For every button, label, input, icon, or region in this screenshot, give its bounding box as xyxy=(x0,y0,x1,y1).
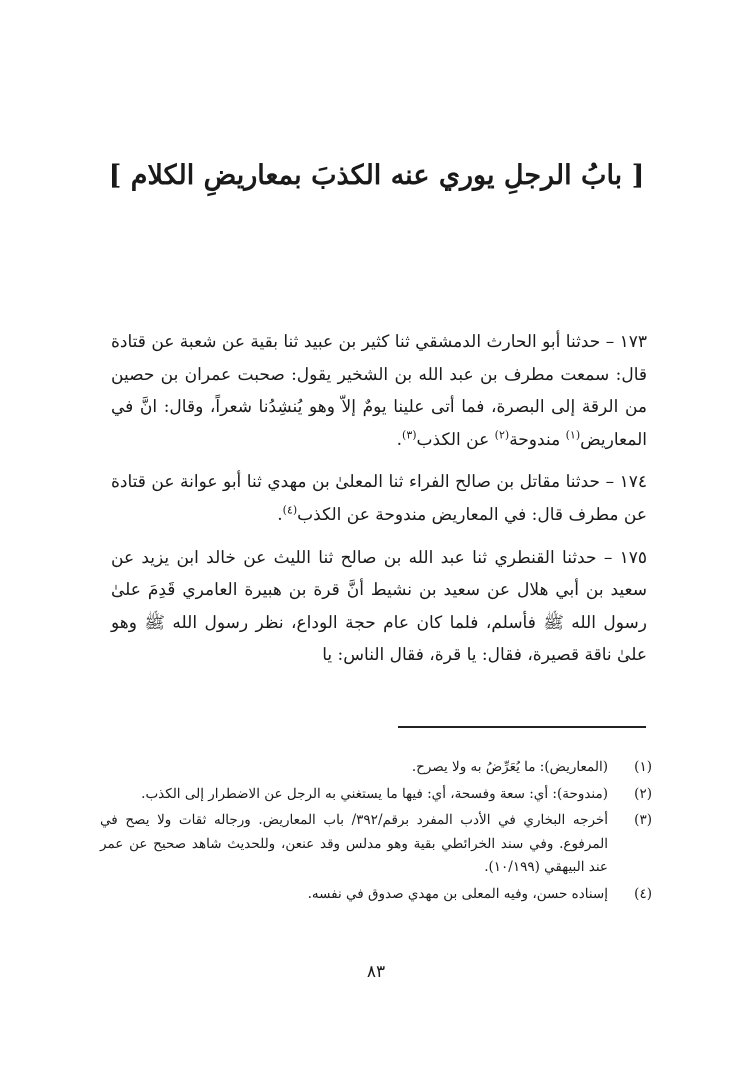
footnote-1 xyxy=(100,756,652,780)
hadith-number: ١٧٣ – xyxy=(605,332,647,352)
hadith-text: عن الكذب xyxy=(416,429,495,450)
hadith-text: مندوحة xyxy=(509,429,566,450)
chapter-title: [ بابُ الرجلِ يوري عنه الكذبَ بمعاريضِ الكلام ] xyxy=(108,160,645,191)
footnote-ref[interactable]: (٢) xyxy=(494,428,510,442)
footnote-ref[interactable]: (١) xyxy=(565,428,581,442)
footnote-ref[interactable]: (٤) xyxy=(282,503,298,517)
hadith-text: حدثنا مقاتل بن صالح الفراء ثنا المعلىٰ بن مهدي ثنا أبو عوانة عن قتادة عن مطرف قال: في المعاريض مندوحة عن الكذب xyxy=(111,472,647,525)
hadith-text: حدثنا القنطري ثنا عبد الله بن صالح ثنا الليث عن خالد ابن يزيد عن سعيد بن أبي هلال عن سعيد بن نشيط أنَّ قرة بن هبيرة العامري قَدِمَ علىٰ رسول الله ﷺ فأسلم، فلما كان عام حجة الوداع، نظر رسول الله ﷺ وهو علىٰ ناقة قصيرة، فقال: يا قرة، فقال الناس: يا xyxy=(111,547,647,666)
footnote-number: (٤) xyxy=(634,885,652,902)
footnote-4 xyxy=(100,883,652,907)
footnote-2 xyxy=(100,783,652,807)
hadith-175 xyxy=(111,542,647,672)
hadith-text: . xyxy=(396,429,403,450)
footnote-ref[interactable]: (٣) xyxy=(402,428,417,442)
hadith-173 xyxy=(111,326,647,456)
footnote-text: إسناده حسن، وفيه المعلى بن مهدي صدوق في نفسه. xyxy=(307,885,608,902)
footnote-text: (المعاريض): ما يُعَرِّضُ به ولا يصرح. xyxy=(411,759,608,775)
footnotes xyxy=(100,756,652,909)
footnote-text: (مندوحة): أي: سعة وفسحة، أي: فيها ما يستغني به الرجل عن الاضطرار إلى الكذب. xyxy=(141,785,608,802)
footnote-number: (٢) xyxy=(634,785,652,802)
main-text xyxy=(111,326,647,682)
footnote-text: أخرجه البخاري في الأدب المفرد برقم/٣٩٢/ باب المعاريض. ورجاله ثقات ولا يصح في المرفوع. وفي سند الخرائطي بقية وهو مدلس وقد عنعن، وللحديث شاهد صحيح عن عمر عند البيهقي (١٠/١٩٩). xyxy=(100,812,608,875)
hadith-number: ١٧٤ – xyxy=(605,472,647,493)
page-number: ٨٣ xyxy=(366,962,386,982)
hadith-174 xyxy=(111,466,647,531)
hadith-number: ١٧٥ – xyxy=(603,547,648,568)
footnote-3 xyxy=(100,809,652,880)
footnote-number: (١) xyxy=(634,759,652,775)
hadith-text: . xyxy=(277,504,283,525)
footnote-divider xyxy=(398,726,646,728)
footnote-number: (٣) xyxy=(634,812,652,828)
hadith-text: حدثنا أبو الحارث الدمشقي ثنا كثير بن عبيد ثنا بقية عن شعبة عن قتادة قال: سمعت مطرف بن عبد الله بن الشخير يقول: صحبت عمران بن حصين من الرقة إلى البصرة، فما أتى علينا يومٌ إلاّ وهو يُنشِدُنا شعراً، وقال: انَّ في المعاريض xyxy=(111,332,647,450)
